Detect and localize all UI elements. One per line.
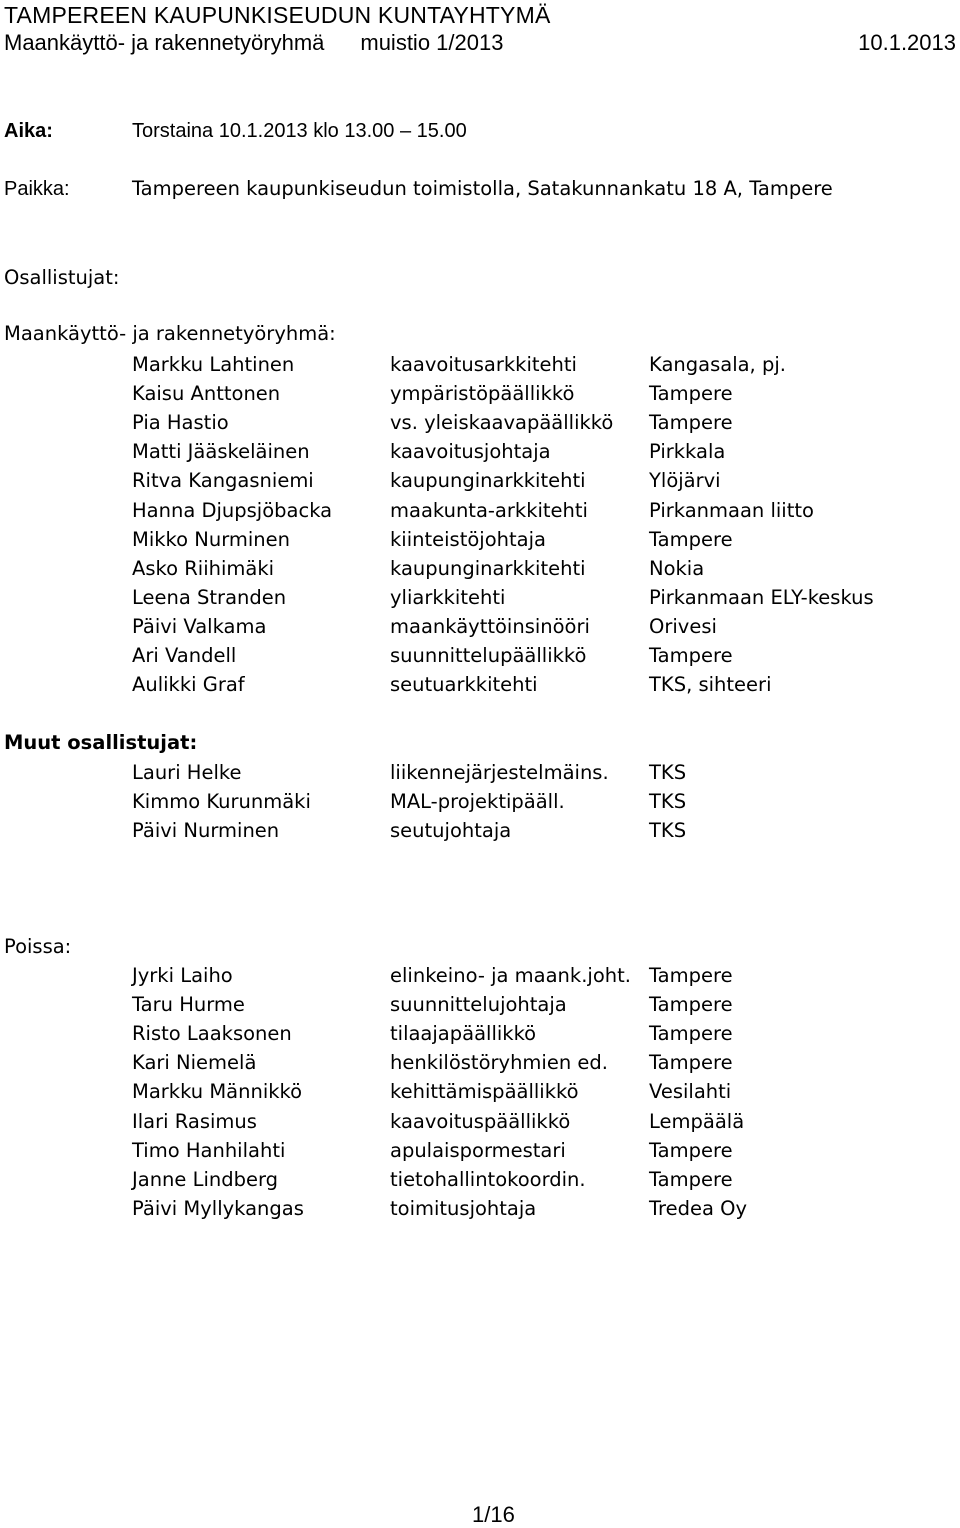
participant-place: Tampere (649, 382, 733, 405)
participant-title: elinkeino- ja maank.joht. (390, 964, 631, 987)
organization-name: TAMPEREEN KAUPUNKISEUDUN KUNTAYHTYMÄ (4, 2, 551, 28)
participant-place: Kangasala, pj. (649, 353, 786, 376)
participant-place: TKS (649, 790, 687, 813)
participant-title: kiinteistöjohtaja (390, 528, 546, 551)
working-group-name: Maankäyttö- ja rakennetyöryhmä (4, 30, 325, 55)
participant-name: Lauri Helke (132, 761, 242, 784)
participant-name: Päivi Valkama (132, 615, 267, 638)
participant-place: Tampere (649, 644, 733, 667)
participant-row (0, 466, 960, 495)
participant-title: kaavoituspäällikkö (390, 1110, 571, 1133)
participant-title: henkilöstöryhmien ed. (390, 1051, 608, 1074)
participant-place: Lempäälä (649, 1110, 745, 1133)
place-value: Tampereen kaupunkiseudun toimistolla, Satakunnankatu 18 A, Tampere (132, 177, 833, 200)
group-heading: Maankäyttö- ja rakennetyöryhmä: (4, 322, 336, 345)
memo-number: muistio 1/2013 (360, 30, 504, 55)
participant-row (0, 1107, 960, 1136)
participant-title: kaavoitusarkkitehti (390, 353, 577, 376)
participant-place: Tampere (649, 1168, 733, 1191)
participant-name: Päivi Myllykangas (132, 1197, 304, 1220)
participant-place: TKS, sihteeri (649, 673, 772, 696)
participant-place: Tampere (649, 1022, 733, 1045)
participant-title: maankäyttöinsinööri (390, 615, 590, 638)
participant-name: Pia Hastio (132, 411, 229, 434)
participant-title: apulaispormestari (390, 1139, 566, 1162)
participant-name: Kimmo Kurunmäki (132, 790, 311, 813)
participant-row (0, 525, 960, 554)
participant-place: TKS (649, 819, 687, 842)
participant-row (0, 670, 960, 699)
participant-place: Ylöjärvi (649, 469, 721, 492)
participant-place: Tampere (649, 1139, 733, 1162)
participant-place: TKS (649, 761, 687, 784)
participant-name: Kari Niemelä (132, 1051, 257, 1074)
participant-row (0, 961, 960, 990)
document-subtitle (4, 30, 503, 56)
participant-name: Päivi Nurminen (132, 819, 280, 842)
participant-row (0, 554, 960, 583)
participant-row (0, 496, 960, 525)
participant-place: Tredea Oy (649, 1197, 748, 1220)
participant-row (0, 816, 960, 845)
participant-place: Vesilahti (649, 1080, 732, 1103)
participant-row (0, 1077, 960, 1106)
participant-row (0, 583, 960, 612)
participant-row (0, 408, 960, 437)
participant-row (0, 437, 960, 466)
participant-name: Ritva Kangasniemi (132, 469, 314, 492)
participant-title: kaavoitusjohtaja (390, 440, 551, 463)
participant-name: Mikko Nurminen (132, 528, 291, 551)
participant-title: vs. yleiskaavapäällikkö (390, 411, 614, 434)
participant-name: Matti Jääskeläinen (132, 440, 310, 463)
participant-name: Kaisu Anttonen (132, 382, 281, 405)
participant-title: maakunta-arkkitehti (390, 499, 588, 522)
participant-place: Tampere (649, 1051, 733, 1074)
participant-place: Tampere (649, 411, 733, 434)
participant-row (0, 1136, 960, 1165)
participant-title: seutuarkkitehti (390, 673, 538, 696)
participant-name: Ari Vandell (132, 644, 237, 667)
participant-title: toimitusjohtaja (390, 1197, 537, 1220)
participant-row (0, 612, 960, 641)
page-number: 1/16 (472, 1502, 515, 1527)
participant-row (0, 1048, 960, 1077)
participant-name: Jyrki Laiho (132, 964, 233, 987)
participant-name: Ilari Rasimus (132, 1110, 257, 1133)
participant-title: tietohallintokoordin. (390, 1168, 586, 1191)
participant-title: seutujohtaja (390, 819, 512, 842)
time-label: Aika: (4, 120, 53, 142)
participant-title: yliarkkitehti (390, 586, 506, 609)
participant-place: Orivesi (649, 615, 717, 638)
participant-title: liikennejärjestelmäins. (390, 761, 609, 784)
participant-name: Leena Stranden (132, 586, 287, 609)
participant-row (0, 1165, 960, 1194)
others-heading: Muut osallistujat: (4, 731, 198, 754)
participant-row (0, 990, 960, 1019)
participant-row (0, 1019, 960, 1048)
participant-row (0, 641, 960, 670)
document-date: 10.1.2013 (858, 30, 956, 55)
place-label: Paikka: (4, 178, 70, 200)
time-value: Torstaina 10.1.2013 klo 13.00 – 15.00 (132, 120, 467, 142)
participant-title: kehittämispäällikkö (390, 1080, 579, 1103)
participant-title: MAL-projektipääll. (390, 790, 565, 813)
absent-heading: Poissa: (4, 935, 72, 958)
participant-name: Markku Männikkö (132, 1080, 303, 1103)
participant-place: Nokia (649, 557, 705, 580)
participant-row (0, 787, 960, 816)
participant-row (0, 758, 960, 787)
participant-name: Janne Lindberg (132, 1168, 279, 1191)
participant-row (0, 1194, 960, 1223)
participant-place: Pirkanmaan liitto (649, 499, 814, 522)
participant-name: Aulikki Graf (132, 673, 245, 696)
participant-title: tilaajapäällikkö (390, 1022, 537, 1045)
participant-place: Pirkanmaan ELY-keskus (649, 586, 874, 609)
participants-heading: Osallistujat: (4, 266, 120, 289)
participant-name: Timo Hanhilahti (132, 1139, 286, 1162)
participant-row (0, 350, 960, 379)
participant-title: suunnittelupäällikkö (390, 644, 587, 667)
participant-place: Tampere (649, 993, 733, 1016)
participant-name: Taru Hurme (132, 993, 245, 1016)
participant-name: Hanna Djupsjöbacka (132, 499, 333, 522)
participant-title: ympäristöpäällikkö (390, 382, 575, 405)
participant-place: Pirkkala (649, 440, 726, 463)
participant-title: kaupunginarkkitehti (390, 557, 586, 580)
participant-name: Asko Riihimäki (132, 557, 275, 580)
participant-title: suunnittelujohtaja (390, 993, 567, 1016)
participant-place: Tampere (649, 964, 733, 987)
participant-row (0, 379, 960, 408)
participant-place: Tampere (649, 528, 733, 551)
participant-title: kaupunginarkkitehti (390, 469, 586, 492)
participant-name: Risto Laaksonen (132, 1022, 292, 1045)
participant-name: Markku Lahtinen (132, 353, 295, 376)
